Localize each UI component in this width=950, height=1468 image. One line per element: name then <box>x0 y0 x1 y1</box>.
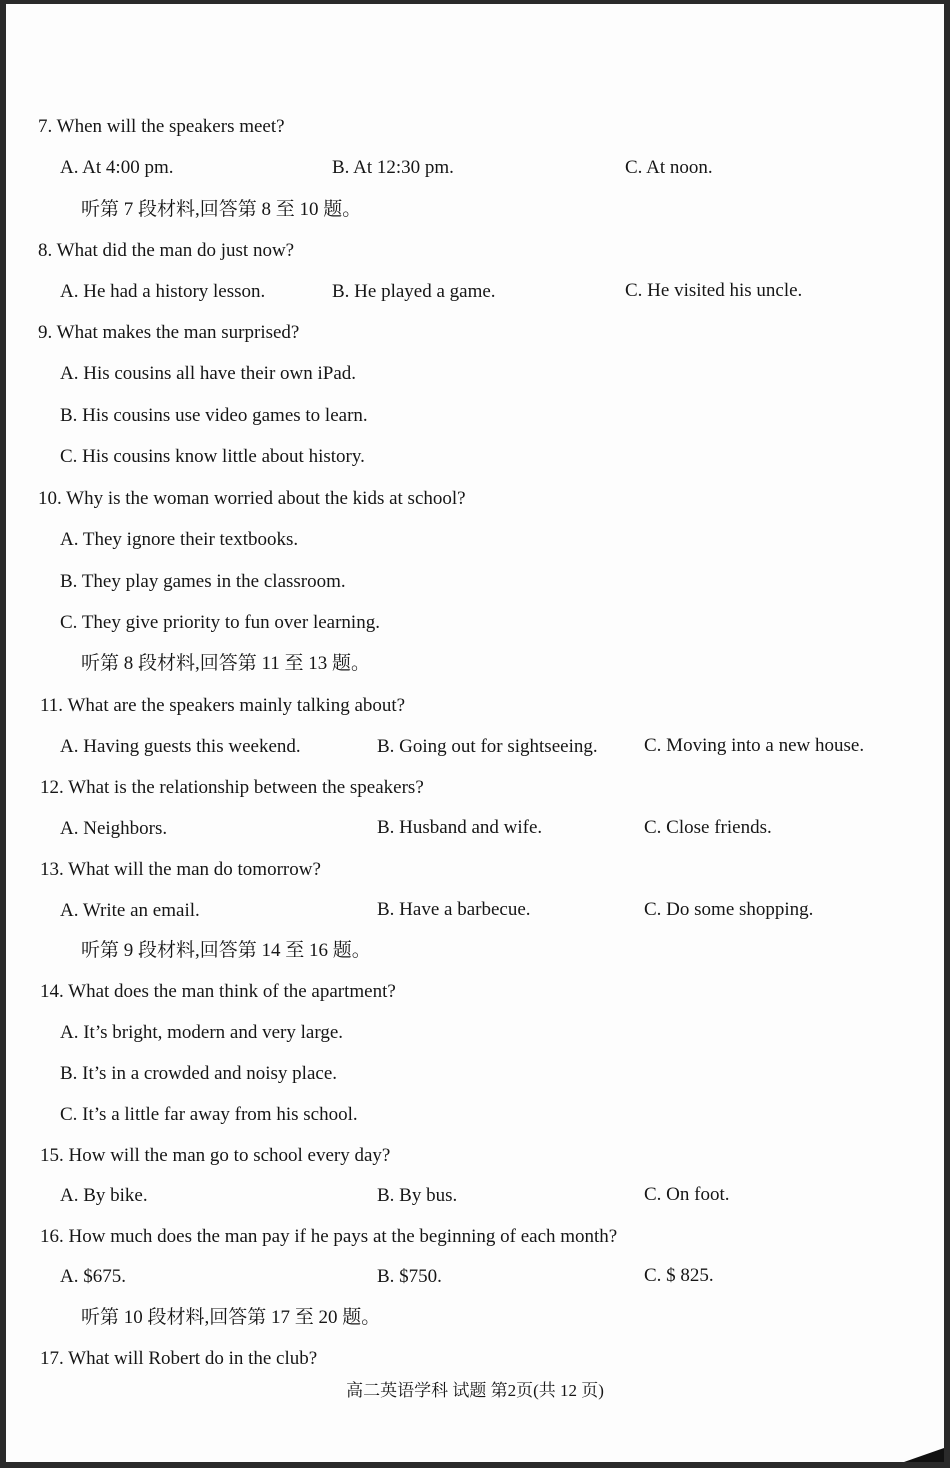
q7-option-a: A. At 4:00 pm. <box>60 157 174 178</box>
question-12: 12. What is the relationship between the speakers? <box>40 777 424 798</box>
q13-option-c: C. Do some shopping. <box>644 899 814 920</box>
q14-option-c: C. It’s a little far away from his school. <box>60 1104 358 1125</box>
q13-option-a: A. Write an email. <box>60 900 200 921</box>
question-10: 10. Why is the woman worried about the kids at school? <box>38 488 466 509</box>
scan-corner <box>904 1448 944 1462</box>
q7-option-c: C. At noon. <box>625 157 713 178</box>
q15-option-a: A. By bike. <box>60 1185 148 1206</box>
q16-option-c: C. $ 825. <box>644 1265 714 1286</box>
q13-option-b: B. Have a barbecue. <box>377 899 531 920</box>
q10-option-b: B. They play games in the classroom. <box>60 571 346 592</box>
q9-option-b: B. His cousins use video games to learn. <box>60 405 368 426</box>
q14-option-a: A. It’s bright, modern and very large. <box>60 1022 343 1043</box>
exam-page <box>6 4 944 1462</box>
q14-option-b: B. It’s in a crowded and noisy place. <box>60 1063 338 1084</box>
q8-option-b: B. He played a game. <box>332 281 496 302</box>
q15-option-c: C. On foot. <box>644 1184 730 1205</box>
question-9: 9. What makes the man surprised? <box>38 322 300 343</box>
q10-option-a: A. They ignore their textbooks. <box>60 529 299 550</box>
q16-option-a: A. $675. <box>60 1266 126 1287</box>
section-instruction: 听第 10 段材料,回答第 17 至 20 题。 <box>81 1307 381 1328</box>
q11-option-c: C. Moving into a new house. <box>644 735 865 756</box>
q11-option-a: A. Having guests this weekend. <box>60 736 301 757</box>
question-17: 17. What will Robert do in the club? <box>40 1348 318 1369</box>
q12-option-a: A. Neighbors. <box>60 818 168 839</box>
q7-option-b: B. At 12:30 pm. <box>332 157 454 178</box>
question-14: 14. What does the man think of the apartment? <box>40 981 396 1002</box>
section-instruction: 听第 8 段材料,回答第 11 至 13 题。 <box>81 653 371 674</box>
page-footer: 高二英语学科 试题 第2页(共 12 页) <box>346 1381 604 1400</box>
q16-option-b: B. $750. <box>377 1266 442 1287</box>
section-instruction: 听第 7 段材料,回答第 8 至 10 题。 <box>81 199 362 220</box>
question-8: 8. What did the man do just now? <box>38 240 295 261</box>
q15-option-b: B. By bus. <box>377 1185 458 1206</box>
q12-option-c: C. Close friends. <box>644 817 772 838</box>
question-13: 13. What will the man do tomorrow? <box>40 859 321 880</box>
q8-option-a: A. He had a history lesson. <box>60 281 266 302</box>
question-16: 16. How much does the man pay if he pays at the beginning of each month? <box>40 1226 618 1247</box>
q11-option-b: B. Going out for sightseeing. <box>377 736 598 757</box>
question-11: 11. What are the speakers mainly talking about? <box>40 695 406 716</box>
section-instruction: 听第 9 段材料,回答第 14 至 16 题。 <box>81 940 371 961</box>
question-15: 15. How will the man go to school every day? <box>40 1145 391 1166</box>
q9-option-c: C. His cousins know little about history. <box>60 446 365 467</box>
q10-option-c: C. They give priority to fun over learning. <box>60 612 380 633</box>
question-7: 7. When will the speakers meet? <box>38 116 285 137</box>
q8-option-c: C. He visited his uncle. <box>625 280 803 301</box>
q9-option-a: A. His cousins all have their own iPad. <box>60 363 357 384</box>
q12-option-b: B. Husband and wife. <box>377 817 543 838</box>
